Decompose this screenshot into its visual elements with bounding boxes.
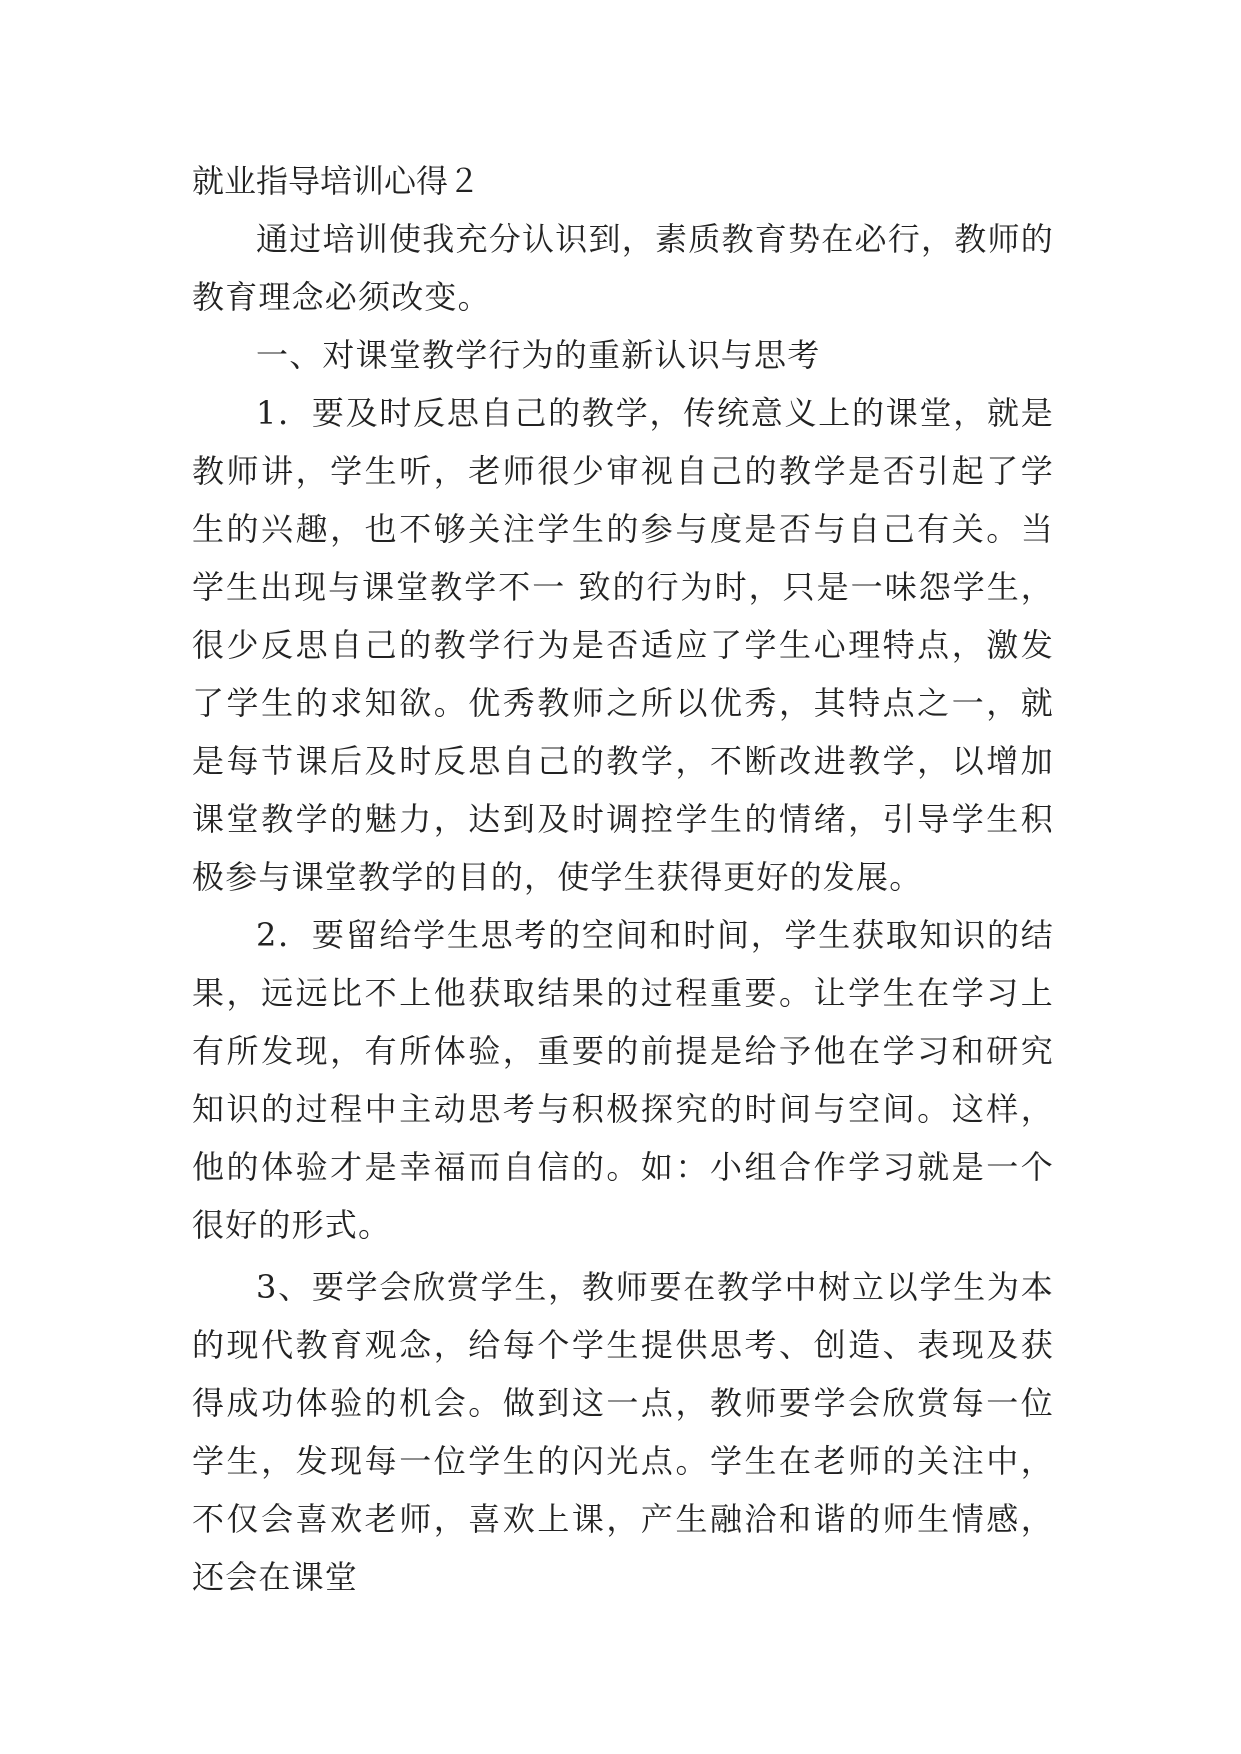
section-heading: 一、对课堂教学行为的重新认识与思考 <box>256 336 821 374</box>
paragraph-point-2: 2．要留给学生思考的空间和时间，学生获取知识的结果，远远比不上他获取结果的过程重要。让学生在学习上有所发现，有所体验，重要的前提是给予他在学习和研究知识的过程中主动思考与积极探究的时间与空间。这样，他的体验才是幸福而自信的。如：小组合作学习就是一个很好的形式。 <box>192 916 1054 1244</box>
document-title: 就业指导培训心得２ <box>192 162 481 200</box>
paragraph-intro: 通过培训使我充分认识到，素质教育势在必行，教师的教育理念必须改变。 <box>192 220 1054 316</box>
document-body <box>192 152 1054 1606</box>
paragraph-point-1: 1．要及时反思自己的教学，传统意义上的课堂，就是教师讲，学生听，老师很少审视自己的教学是否引起了学生的兴趣，也不够关注学生的参与度是否与自己有关。当学生出现与课堂教学不一 致的行为时，只是一味怨学生，很少反思自己的教学行为是否适应了学生心理特点，激发了学生的求知欲。优秀教师之所以优秀，其特点之一，就是每节课后及时反思自己的教学，不断改进教学，以增加课堂教学的魅力，达到及时调控学生的情绪，引导学生积极参与课堂教学的目的，使学生获得更好的发展。 <box>192 394 1054 896</box>
paragraph-point-3: 3、要学会欣赏学生，教师要在教学中树立以学生为本的现代教育观念，给每个学生提供思考、创造、表现及获得成功体验的机会。做到这一点，教师要学会欣赏每一位学生，发现每一位学生的闪光点。学生在老师的关注中，不仅会喜欢老师，喜欢上课，产生融洽和谐的师生情感，还会在课堂 <box>192 1268 1054 1596</box>
